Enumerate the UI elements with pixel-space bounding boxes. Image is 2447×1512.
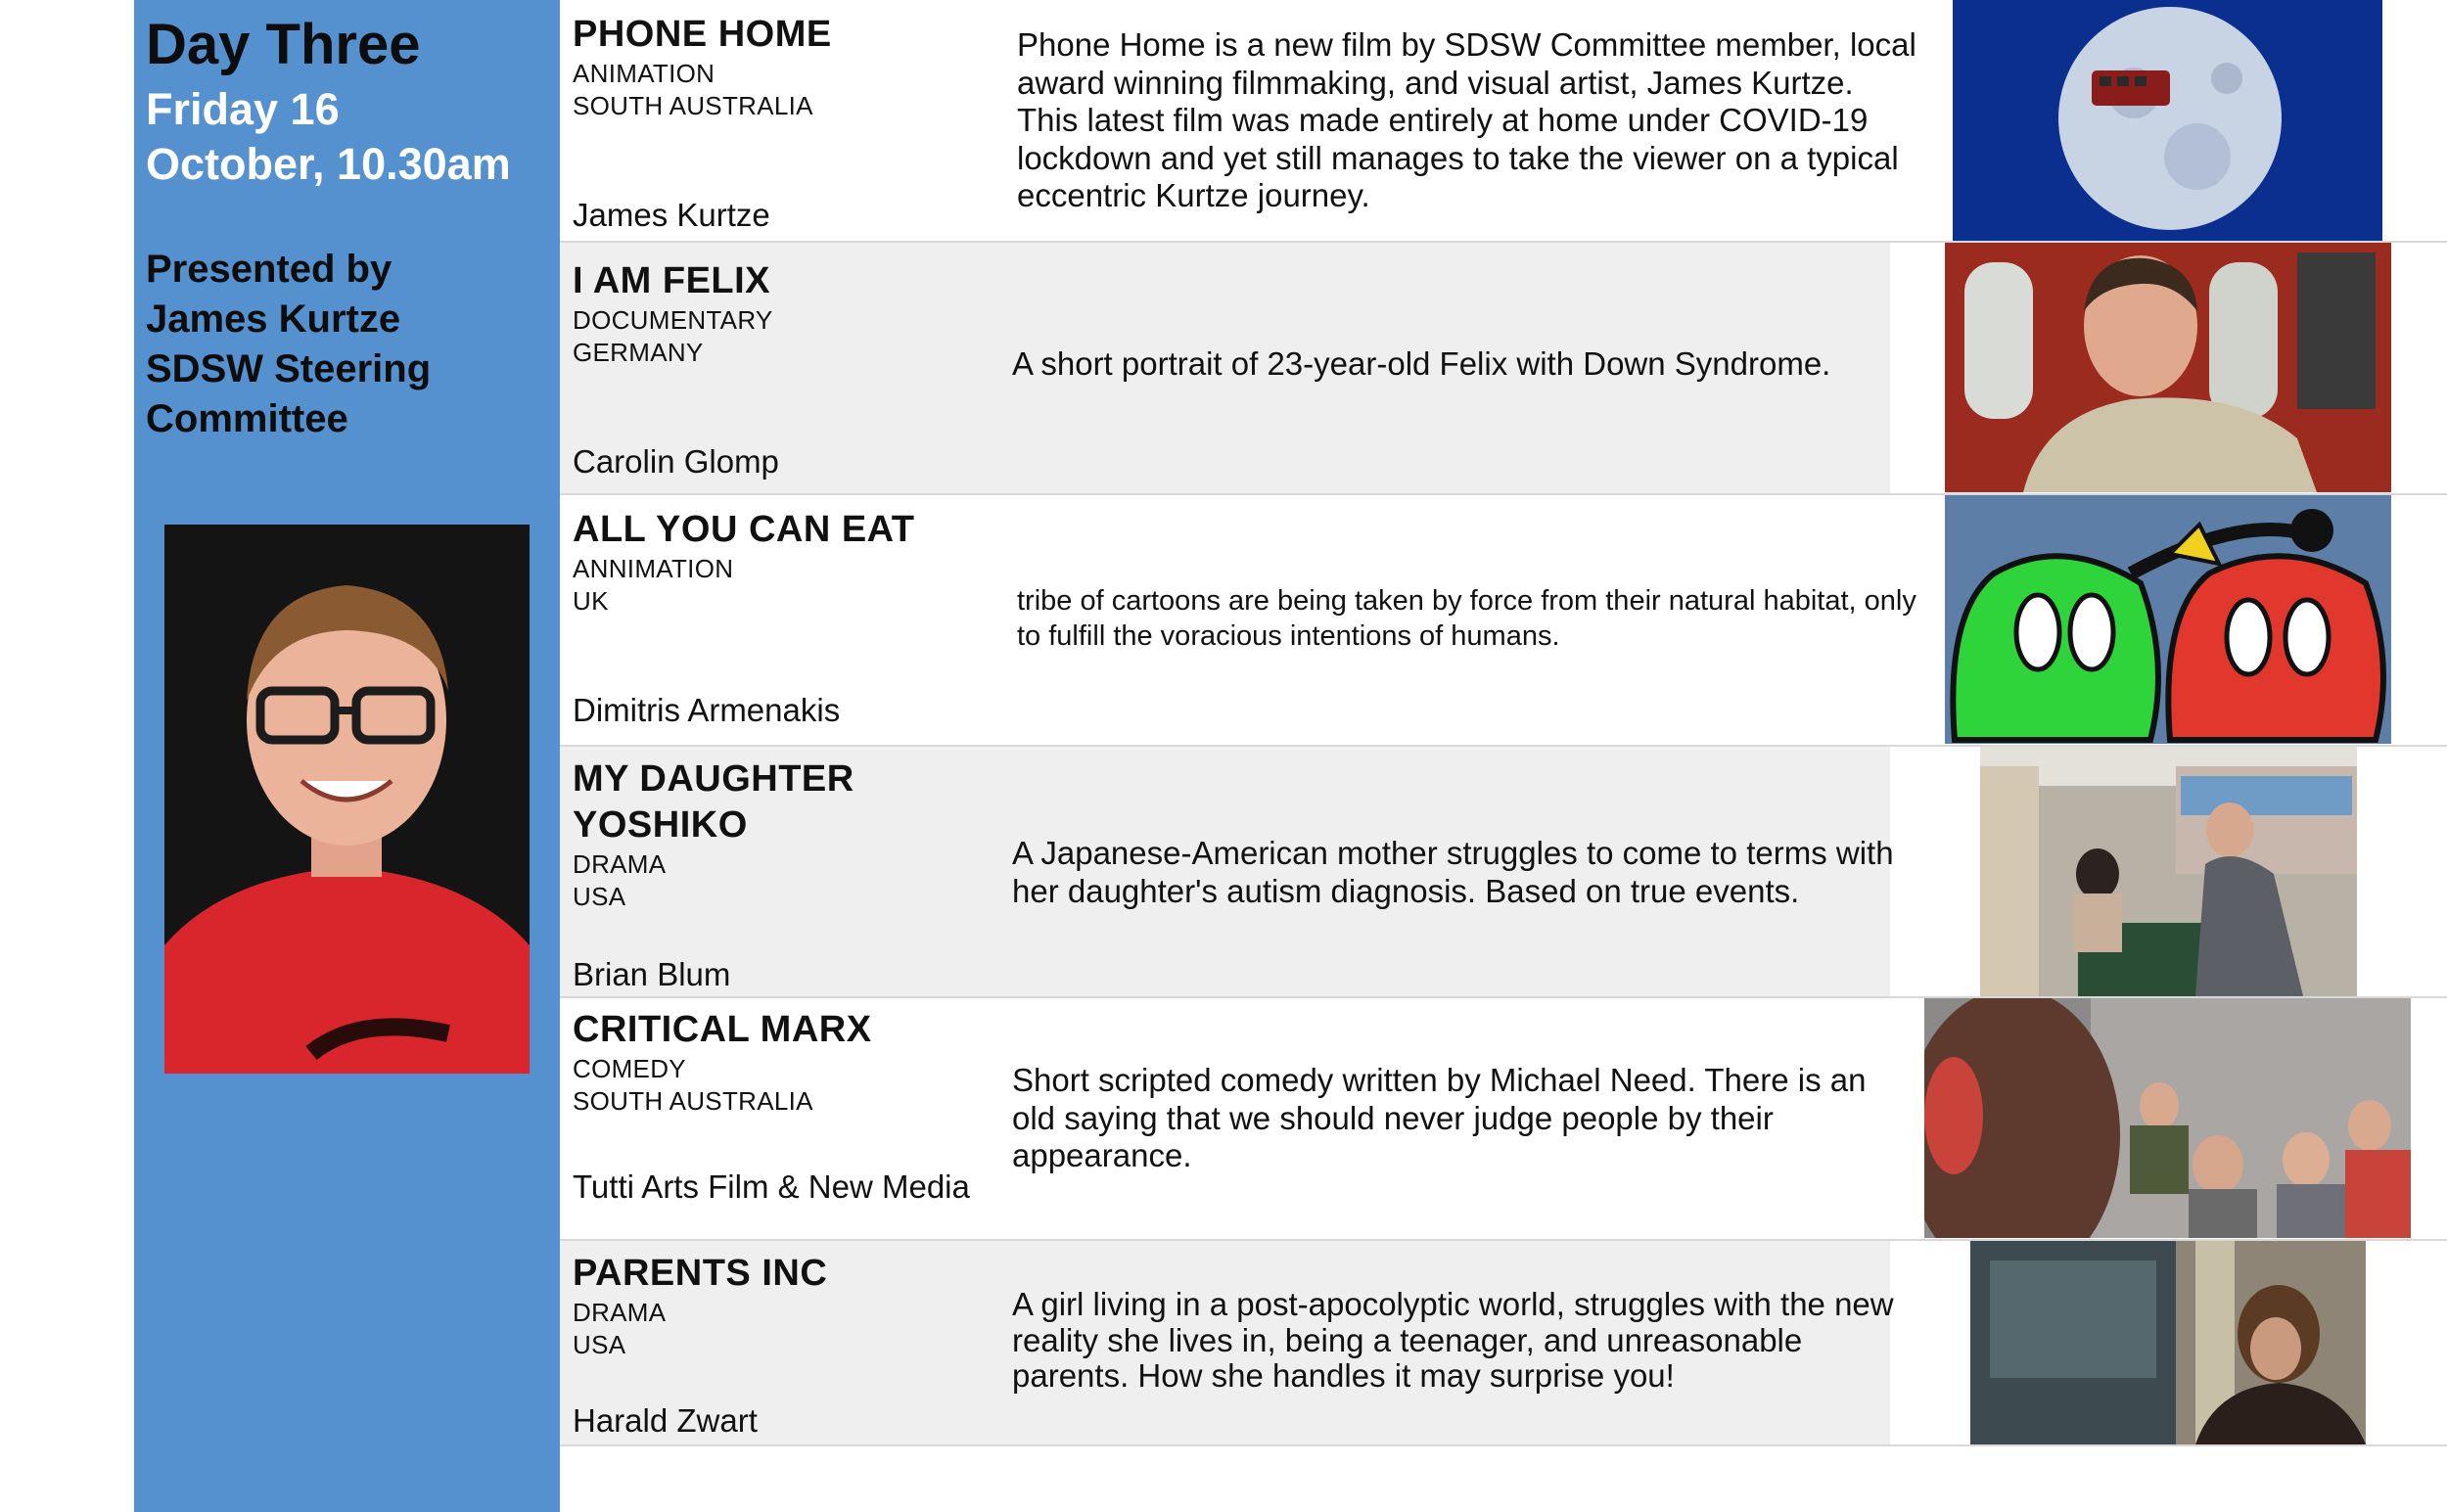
film-still [1970, 1241, 2366, 1444]
film-row [560, 747, 2447, 998]
film-info [573, 1007, 993, 1207]
presenter-credit [146, 245, 557, 444]
film-director: James Kurtze [573, 197, 770, 233]
presenter-photo [164, 525, 530, 1074]
film-description: A Japanese-American mother struggles to come to terms with her daughter's autism diagnosis. Based on true events. [1012, 835, 1894, 909]
session-date [146, 82, 557, 192]
film-row [560, 1241, 2447, 1446]
film-country: SOUTH AUSTRALIA [573, 1086, 813, 1116]
film-description: A short portrait of 23-year-old Felix with Down Syndrome. [1012, 345, 1831, 382]
presenter-line: James Kurtze [146, 298, 401, 341]
film-still [1980, 747, 2357, 996]
film-info [573, 1251, 993, 1441]
film-genre: ANNIMATION [573, 554, 734, 583]
film-info [573, 12, 993, 235]
day-title: Day Three [146, 13, 421, 76]
film-genre: DOCUMENTARY [573, 305, 773, 335]
session-date-line: October, 10.30am [146, 139, 511, 189]
film-title: PARENTS INC [573, 1253, 828, 1294]
presenter-line: Presented by [146, 248, 392, 291]
film-title: MY DAUGHTER YOSHIKO [573, 758, 854, 846]
film-country: USA [573, 882, 626, 911]
film-title: CRITICAL MARX [573, 1009, 872, 1050]
film-info [573, 258, 993, 481]
film-still [1924, 998, 2411, 1238]
film-description: A girl living in a post-apocolyptic world, struggles with the new reality she lives in, being a teenager, and unreasonable parents. How she handles it may surprise you! [1012, 1286, 1894, 1394]
film-row [560, 243, 2447, 495]
film-description: tribe of cartoons are being taken by force from their natural habitat, only to fulfill the voracious intentions of humans. [1017, 585, 1916, 652]
film-row [560, 495, 2447, 747]
session-date-line: Friday 16 [146, 84, 340, 134]
film-country: UK [573, 586, 609, 616]
sidebar-panel [134, 0, 560, 1512]
film-still [1945, 495, 2391, 744]
film-genre: DRAMA [573, 1298, 667, 1327]
film-genre: COMEDY [573, 1054, 686, 1083]
film-country: USA [573, 1330, 626, 1359]
film-info [573, 507, 993, 730]
film-still [1953, 0, 2382, 241]
film-country: SOUTH AUSTRALIA [573, 91, 813, 120]
presenter-line: Committee [146, 397, 348, 440]
film-row [560, 0, 2447, 243]
film-director: Brian Blum [573, 956, 731, 992]
film-director: Dimitris Armenakis [573, 692, 841, 728]
film-info [573, 756, 993, 994]
film-genre: DRAMA [573, 849, 667, 879]
film-description: Short scripted comedy written by Michael Need. There is an old saying that we should never judge people by their appearance. [1012, 1062, 1867, 1173]
film-director: Harald Zwart [573, 1402, 758, 1439]
film-genre: ANIMATION [573, 59, 716, 88]
film-title: ALL YOU CAN EAT [573, 509, 915, 550]
film-director: Tutti Arts Film & New Media [573, 1168, 970, 1205]
film-director: Carolin Glomp [573, 443, 779, 480]
film-still [1945, 243, 2391, 492]
film-title: PHONE HOME [573, 14, 832, 55]
film-row [560, 998, 2447, 1241]
film-title: I AM FELIX [573, 260, 771, 301]
presenter-line: SDSW Steering [146, 347, 432, 390]
film-description: Phone Home is a new film by SDSW Committee member, local award winning filmmaking, and visual artist, James Kurtze. This latest film was made entirely at home under COVID-19 lockdown and yet still manages to take the viewer on a typical eccentric Kurtze journey. [1017, 26, 1916, 213]
film-country: GERMANY [573, 338, 704, 367]
